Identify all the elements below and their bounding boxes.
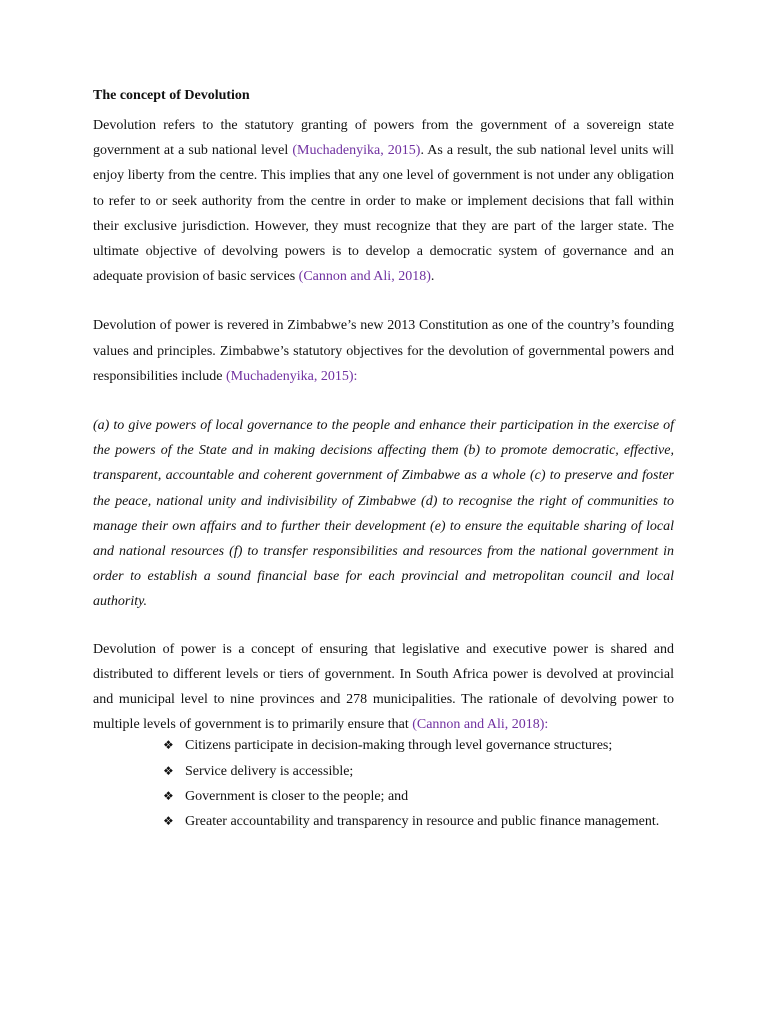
citation: (Cannon and Ali, 2018):: [412, 717, 549, 733]
paragraph-text: . As a result, the sub national level units will enjoy liberty from the centre. This implies that any one level of government is not under any obligation to refer to or seek authority from the centre in order to make or implement decisions that fall within their exclusive jurisdiction. However, they must recognize that they are part of the larger state. The ultimate objective of devolving powers is to develop a democratic system of governance and an adequate provision of basic services: [93, 143, 674, 285]
document-page: [93, 86, 674, 834]
list-item: [163, 733, 674, 758]
citation: (Muchadenyika, 2015):: [225, 368, 358, 384]
citation: (Muchadenyika, 2015): [292, 143, 421, 159]
list-item-text: Greater accountability and transparency in resource and public finance management.: [185, 814, 660, 830]
quote-text: (a) to give powers of local governance to the people and enhance their participation in the exercise of the powers of the State and in making decisions affecting them (b) to promote democratic, effective, transparent, accountable and coherent government of Zimbabwe as a whole (c) to preserve and foster the peace, national unity and indivisibility of Zimbabwe (d) to recognise the right of communities to manage their own affairs and to further their development (e) to ensure the equitable sharing of local and national resources (f) to transfer responsibilities and resources from the national government in order to establish a sound financial base for each provincial and metropolitan council and local authority.: [93, 418, 674, 610]
diamond-bullet-icon: ❖: [163, 788, 174, 803]
rationale-bullet-list: [93, 733, 674, 834]
list-item: [163, 784, 674, 809]
paragraph-objectives-quote: [93, 413, 674, 615]
paragraph-south-africa: [93, 637, 674, 738]
paragraph-definition: [93, 113, 674, 289]
paragraph-text: Devolution of power is a concept of ensuring that legislative and executive power is shared and distributed to different levels or tiers of government. In South Africa power is devolved at provincial and municipal level to nine provinces and 278 municipalities. The rationale of devolving power to multiple levels of government is to primarily ensure that: [93, 641, 674, 733]
paragraph-text: Devolution refers to the statutory granting of powers from the government of a sovereign state government at a sub national level: [93, 118, 674, 159]
list-item: [163, 759, 674, 784]
section-heading: The concept of Devolution: [93, 88, 250, 103]
citation: (Cannon and Ali, 2018): [298, 269, 431, 285]
list-item-text: Citizens participate in decision-making through level governance structures;: [185, 738, 613, 754]
diamond-bullet-icon: ❖: [163, 738, 174, 753]
list-item: [163, 809, 674, 834]
list-item-text: Service delivery is accessible;: [185, 763, 354, 779]
paragraph-text: .: [430, 269, 435, 285]
diamond-bullet-icon: ❖: [163, 763, 174, 778]
diamond-bullet-icon: ❖: [163, 814, 174, 829]
list-item-text: Government is closer to the people; and: [185, 788, 409, 804]
paragraph-text: Devolution of power is revered in Zimbabwe’s new 2013 Constitution as one of the country’s founding values and principles. Zimbabwe’s statutory objectives for the devolution of governmental powers and responsibilities include: [93, 318, 674, 384]
paragraph-zimbabwe: [93, 313, 674, 389]
